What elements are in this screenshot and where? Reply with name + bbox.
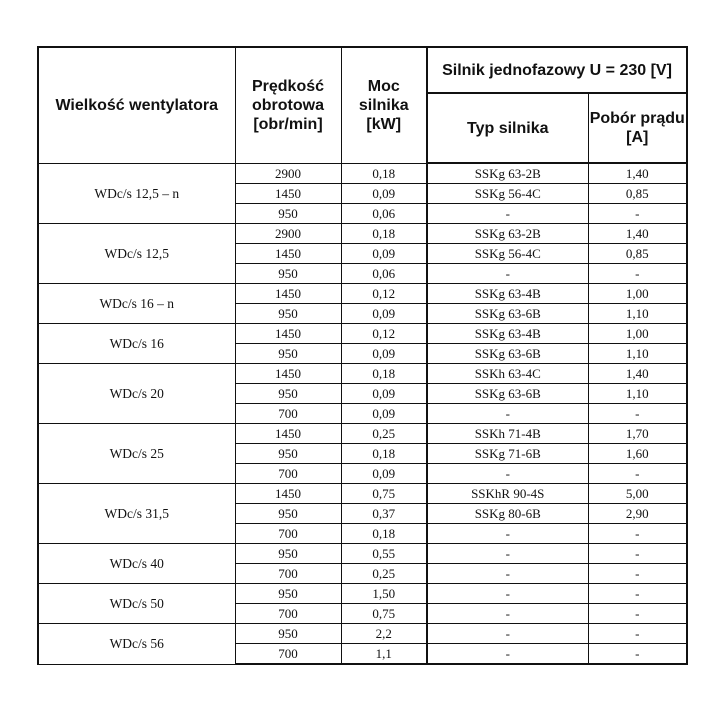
cell-speed: 700 [235,604,341,624]
cell-speed: 1450 [235,364,341,384]
cell-motor-type: SSKh 71-4B [427,424,588,444]
cell-current: 1,40 [588,163,687,184]
cell-motor-type: - [427,264,588,284]
cell-current: 1,10 [588,384,687,404]
cell-power: 0,06 [341,204,427,224]
cell-power: 0,25 [341,564,427,584]
cell-fan-size: WDc/s 20 [38,364,235,424]
table-row [38,284,687,304]
cell-speed: 2900 [235,224,341,244]
cell-power: 0,18 [341,163,427,184]
cell-speed: 950 [235,504,341,524]
cell-speed: 950 [235,624,341,644]
cell-fan-size: WDc/s 56 [38,624,235,665]
cell-speed: 1450 [235,284,341,304]
cell-power: 0,09 [341,384,427,404]
cell-current: 1,00 [588,284,687,304]
cell-power: 1,50 [341,584,427,604]
cell-current: 1,70 [588,424,687,444]
cell-current: 0,85 [588,244,687,264]
cell-fan-size: WDc/s 12,5 [38,224,235,284]
cell-motor-type: SSKg 71-6B [427,444,588,464]
cell-speed: 2900 [235,163,341,184]
cell-power: 0,18 [341,524,427,544]
cell-motor-type: - [427,204,588,224]
cell-motor-type: SSKg 56-4C [427,184,588,204]
cell-motor-type: SSKg 63-4B [427,284,588,304]
cell-current: 1,60 [588,444,687,464]
cell-speed: 1450 [235,324,341,344]
cell-motor-type: SSKhR 90-4S [427,484,588,504]
cell-power: 0,09 [341,464,427,484]
cell-motor-type: - [427,624,588,644]
cell-current: - [588,544,687,564]
cell-current: - [588,584,687,604]
cell-motor-type: SSKg 63-6B [427,384,588,404]
cell-speed: 950 [235,264,341,284]
cell-speed: 700 [235,464,341,484]
cell-motor-type: SSKg 63-2B [427,163,588,184]
cell-fan-size: WDc/s 25 [38,424,235,484]
table-body [38,163,687,664]
table-row [38,484,687,504]
cell-current: - [588,604,687,624]
cell-motor-type: - [427,584,588,604]
cell-current: 2,90 [588,504,687,524]
cell-speed: 700 [235,644,341,665]
cell-speed: 950 [235,584,341,604]
cell-speed: 700 [235,404,341,424]
table-row [38,624,687,644]
cell-speed: 1450 [235,244,341,264]
cell-current: 1,40 [588,224,687,244]
cell-motor-type: - [427,544,588,564]
cell-power: 0,09 [341,344,427,364]
cell-motor-type: - [427,524,588,544]
header-power: Moc silnika [kW] [341,47,427,163]
table-row [38,424,687,444]
cell-power: 0,75 [341,604,427,624]
cell-speed: 1450 [235,184,341,204]
cell-power: 0,18 [341,224,427,244]
cell-current: 0,85 [588,184,687,204]
cell-power: 0,09 [341,244,427,264]
cell-current: 1,10 [588,304,687,324]
cell-speed: 700 [235,564,341,584]
cell-power: 0,55 [341,544,427,564]
cell-motor-type: - [427,404,588,424]
cell-speed: 950 [235,304,341,324]
cell-fan-size: WDc/s 40 [38,544,235,584]
table-row [38,364,687,384]
table-row [38,163,687,184]
cell-current: 1,10 [588,344,687,364]
table-row [38,224,687,244]
cell-motor-type: SSKg 63-6B [427,304,588,324]
cell-speed: 950 [235,384,341,404]
table-header [38,47,687,163]
cell-power: 0,09 [341,304,427,324]
cell-fan-size: WDc/s 12,5 – n [38,163,235,224]
header-single-phase-motor: Silnik jednofazowy U = 230 [V] [427,47,687,93]
cell-speed: 950 [235,344,341,364]
cell-fan-size: WDc/s 16 [38,324,235,364]
cell-motor-type: - [427,644,588,665]
cell-speed: 950 [235,544,341,564]
cell-motor-type: - [427,564,588,584]
header-speed: Prędkość obrotowa [obr/min] [235,47,341,163]
cell-power: 2,2 [341,624,427,644]
cell-current: 5,00 [588,484,687,504]
cell-motor-type: SSKg 63-4B [427,324,588,344]
cell-power: 0,09 [341,404,427,424]
fan-motor-table [37,46,688,665]
cell-fan-size: WDc/s 31,5 [38,484,235,544]
cell-speed: 950 [235,444,341,464]
header-fan-size: Wielkość wentylatora [38,47,235,163]
cell-motor-type: SSKg 63-2B [427,224,588,244]
cell-motor-type: - [427,604,588,624]
cell-power: 0,18 [341,444,427,464]
cell-current: - [588,464,687,484]
table-row [38,584,687,604]
cell-speed: 1450 [235,424,341,444]
cell-power: 0,75 [341,484,427,504]
cell-power: 0,37 [341,504,427,524]
cell-motor-type: SSKg 63-6B [427,344,588,364]
cell-current: - [588,204,687,224]
cell-fan-size: WDc/s 16 – n [38,284,235,324]
cell-current: - [588,404,687,424]
cell-power: 0,25 [341,424,427,444]
table-row [38,544,687,564]
cell-power: 0,12 [341,284,427,304]
cell-speed: 950 [235,204,341,224]
cell-current: 1,00 [588,324,687,344]
cell-motor-type: SSKg 56-4C [427,244,588,264]
cell-motor-type: - [427,464,588,484]
cell-power: 0,18 [341,364,427,384]
header-current: Pobór prądu [A] [588,93,687,163]
cell-current: 1,40 [588,364,687,384]
cell-power: 0,12 [341,324,427,344]
cell-fan-size: WDc/s 50 [38,584,235,624]
cell-speed: 700 [235,524,341,544]
cell-current: - [588,624,687,644]
table-row [38,324,687,344]
cell-current: - [588,564,687,584]
cell-motor-type: SSKh 63-4C [427,364,588,384]
cell-power: 0,09 [341,184,427,204]
cell-motor-type: SSKg 80-6B [427,504,588,524]
cell-power: 1,1 [341,644,427,665]
cell-current: - [588,524,687,544]
cell-current: - [588,644,687,665]
cell-power: 0,06 [341,264,427,284]
cell-current: - [588,264,687,284]
cell-speed: 1450 [235,484,341,504]
header-motor-type: Typ silnika [427,93,588,163]
